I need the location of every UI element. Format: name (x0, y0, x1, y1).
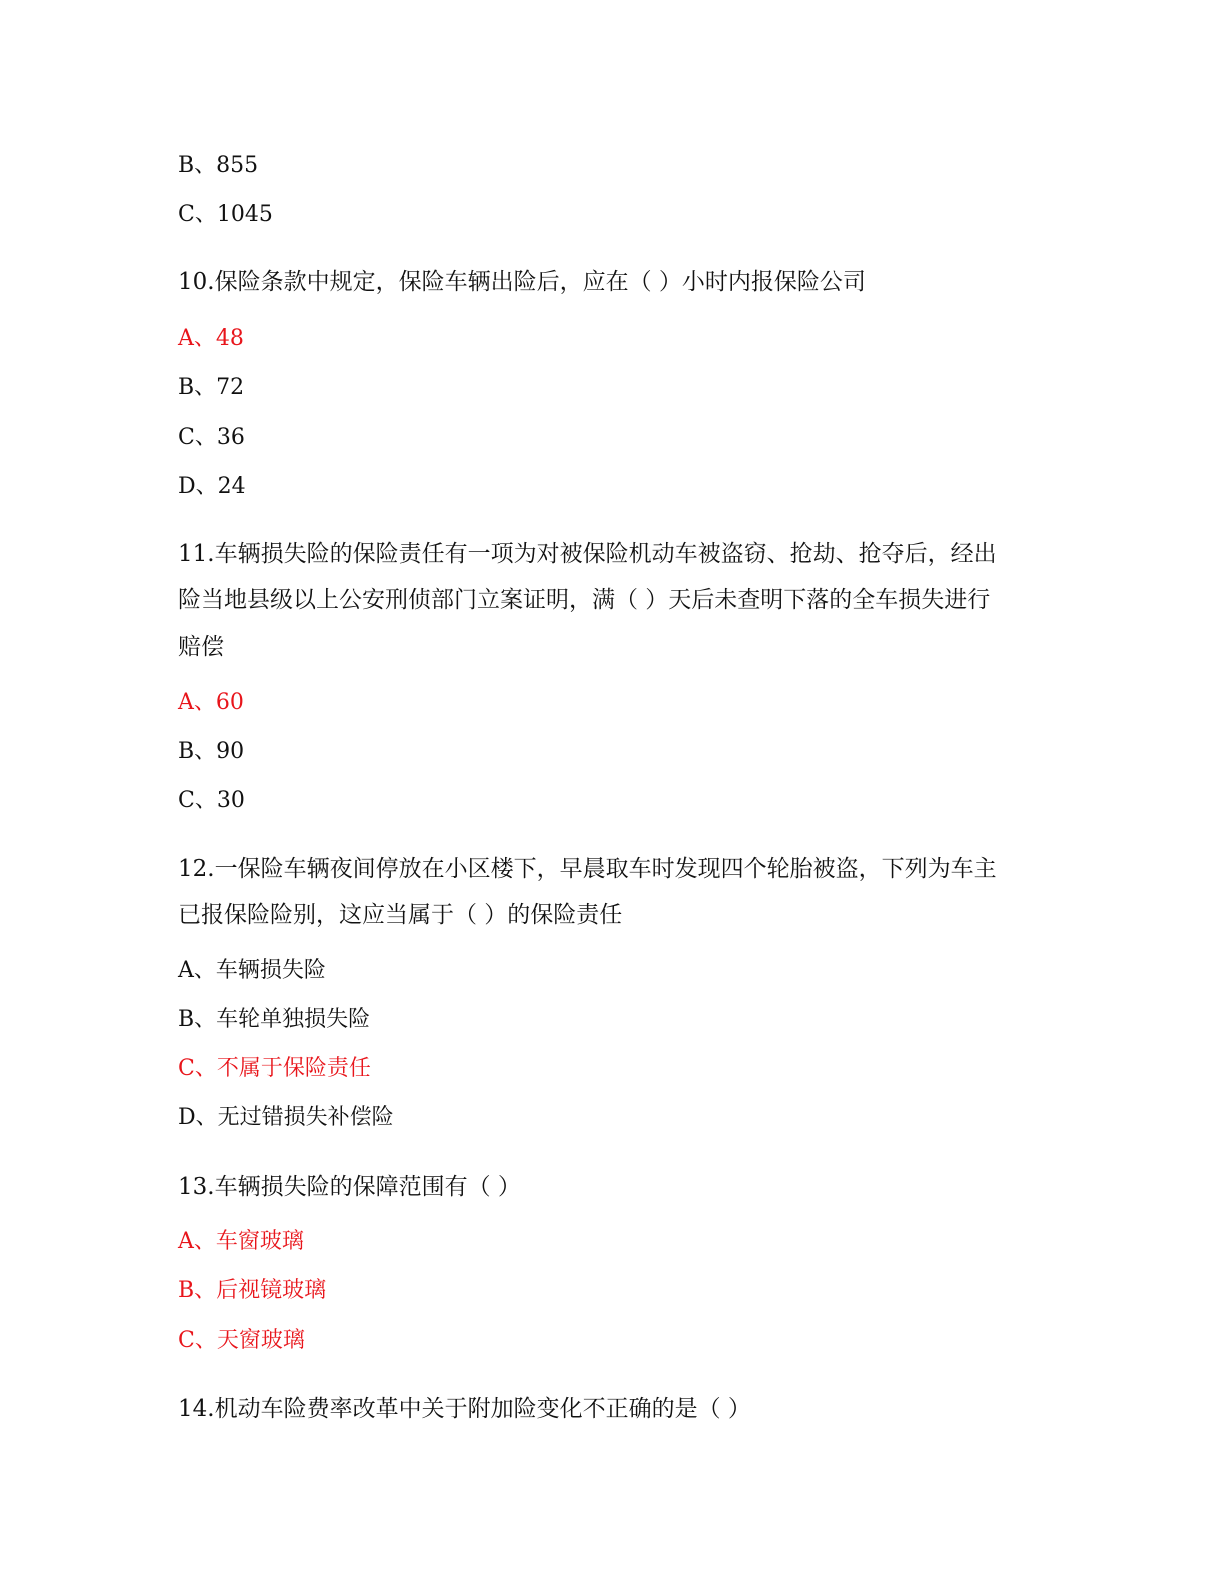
q11-option-a: A、60 (178, 690, 244, 715)
q13-option-b: B、后视镜玻璃 (178, 1278, 327, 1303)
q11-question-line-1: 11.车辆损失险的保险责任有一项为对被保险机动车被盗窃、抢劫、抢夺后，经出 (178, 541, 997, 567)
q13-option-a: A、车窗玻璃 (178, 1229, 304, 1254)
q12-option-a: A、车辆损失险 (178, 958, 326, 983)
q10-option-a: A、48 (178, 326, 244, 351)
q11-question-line-2: 险当地县级以上公安刑侦部门立案证明，满（ ）天后未查明下落的全车损失进行 (178, 587, 991, 613)
q11-option-c: C、30 (178, 788, 245, 813)
q12-question-line-1: 12.一保险车辆夜间停放在小区楼下，早晨取车时发现四个轮胎被盗，下列为车主 (178, 856, 997, 882)
q9-option-b: B、855 (178, 153, 259, 178)
q11-option-b: B、90 (178, 739, 245, 764)
q14-question: 14.机动车险费率改革中关于附加险变化不正确的是（ ） (178, 1396, 751, 1422)
q12-option-d: D、无过错损失补偿险 (178, 1105, 394, 1130)
q10-question: 10.保险条款中规定，保险车辆出险后，应在（ ）小时内报保险公司 (178, 269, 866, 295)
q13-question: 13.车辆损失险的保障范围有（ ） (178, 1174, 521, 1200)
q13-option-c: C、天窗玻璃 (178, 1328, 305, 1353)
q12-option-b: B、车轮单独损失险 (178, 1007, 371, 1032)
q12-question-line-2: 已报保险险别，这应当属于（ ）的保险责任 (178, 902, 623, 928)
q12-option-c: C、不属于保险责任 (178, 1056, 371, 1081)
q10-option-d: D、24 (178, 474, 246, 499)
q9-option-c: C、1045 (178, 202, 273, 227)
q10-option-c: C、36 (178, 425, 245, 450)
q10-option-b: B、72 (178, 375, 245, 400)
q11-question-line-3: 赔偿 (178, 634, 224, 660)
